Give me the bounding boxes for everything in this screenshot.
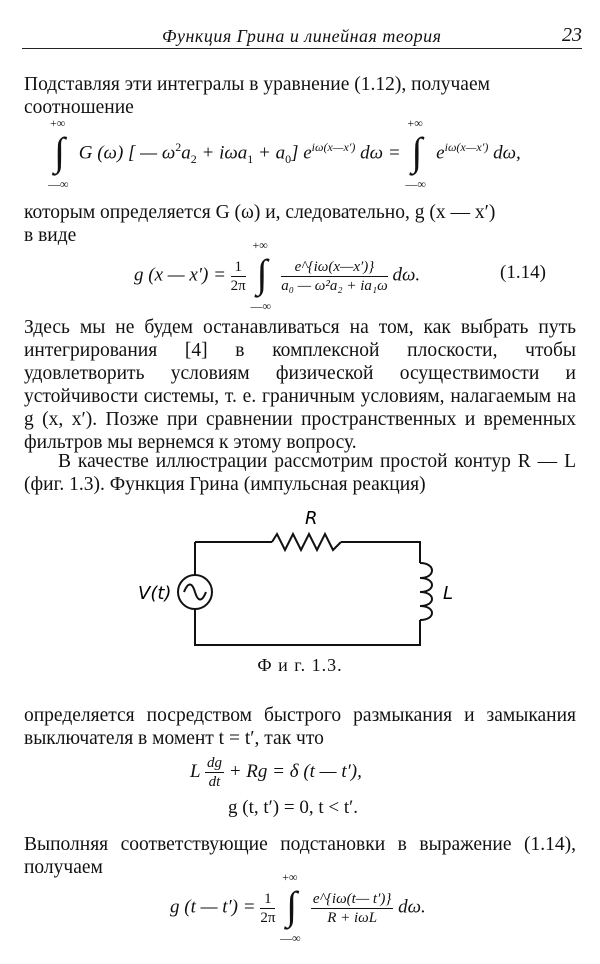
paragraph-5: определяется посредством быстрого размыкания и замыкания выключателя в момент t = t′, так что [24, 705, 576, 749]
integral-sign: +∞ ∫ —∞ [48, 116, 69, 191]
equation-integral-identity: +∞ ∫ —∞ G (ω) [ — $\omega^2a_2 + i\omega a_1 + a_0$] $e^{i\omega(x—x')}$ dω = +∞ ∫ —∞ $e^{i\omega(x—x')}$ dω, [48, 116, 521, 191]
header-title: Функция Грина и линейная теория [162, 26, 442, 46]
equation-1-14: g (x — x′) = $\frac{1}{2\pi}$ +∞ ∫ —∞ $\frac{e\^{}\{i\omega(x—x')\}}{\text{a₀ — ω²a₂ + ia₁ω}}$ dω. [134, 238, 421, 313]
paragraph-3: Здесь мы не будем останавливаться на том, как выбрать путь интегрирования [4] в комплексной плоскости, чтобы удовлетворить условиям физической осуществимости и устойчивости системы, т. е. граничным условиям, налагаемым на g (x, x′). Позже при сравнении пространственных и временных фильтров мы вернемся к этому вопросу. [24, 317, 576, 453]
paragraph-4: В качестве иллюстрации рассмотрим простой контур R — L (фиг. 1.3). Функция Грина (импульсная реакция) [24, 451, 576, 495]
paragraph-2-line-1: которым определяется G (ω) и, следовательно, g (x — x′) [24, 202, 496, 223]
equation-boundary: g (t, t′) = 0, t < t′. [228, 797, 359, 818]
top-wire-right [341, 542, 420, 563]
paragraph-6: Выполняя соответствующие подстановки в выражение (1.14), получаем [24, 834, 576, 878]
source-label: V(t) [138, 583, 172, 604]
paragraph-1-line-1: Подставляя эти интегралы в уравнение (1.12), получаем [24, 74, 490, 95]
inductor-label: L [443, 583, 454, 604]
resistor-label: R [305, 508, 318, 529]
rl-circuit-diagram [0, 500, 600, 650]
bottom-wire [195, 609, 420, 645]
inductor-coil [420, 563, 432, 620]
equation-differential: L $\frac{dg}{dt}$ + Rg = δ (t — t′), [190, 755, 362, 790]
running-header [22, 24, 582, 49]
sine-wave-icon [184, 585, 206, 600]
equation-number: (1.14) [500, 262, 546, 283]
integral-sign-rhs: +∞ ∫ —∞ [405, 116, 426, 191]
resistor-zigzag [272, 534, 341, 550]
paragraph-1-line-2: соотношение [24, 97, 134, 118]
figure-caption: Ф и г. 1.3. [257, 655, 343, 675]
paragraph-2-line-2: в виде [24, 225, 77, 246]
equation-green-function-rl: g (t — t′) = $\frac{1}{2\pi}$ +∞ ∫ —∞ $\frac{e\^{}\{i\omega(t— t')\}}{\text{R + iωL}}$ dω. [170, 870, 426, 945]
page-number: 23 [562, 24, 582, 46]
